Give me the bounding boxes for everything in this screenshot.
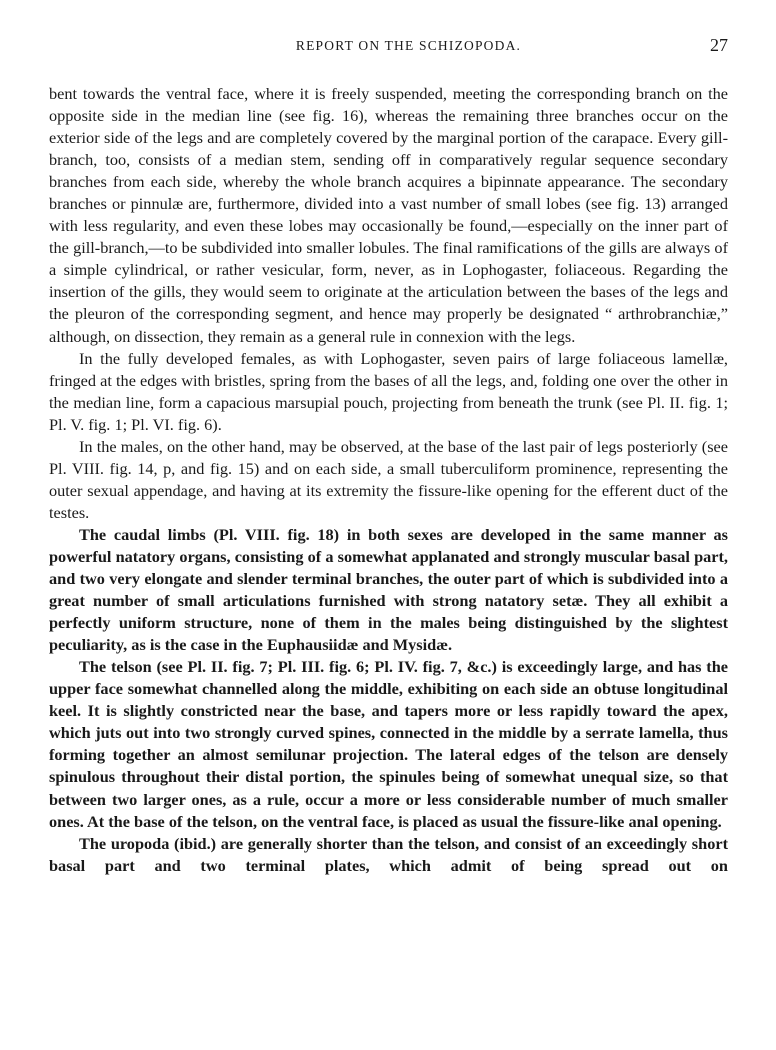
running-header xyxy=(49,35,728,58)
paragraph-gill-structure: bent towards the ventral face, where it is freely suspended, meeting the corresponding branch on the opposite side in the median line (see fig. 16), whereas the remaining three branches occur on the exterior side of the legs and are completely covered by the marginal portion of the carapace. Every gill-branch, too, consists of a median stem, sending off in comparatively regular sequence secondary branches from each side, whereby the whole branch acquires a bipinnate appearance. The secondary branches or pinnulæ are, furthermore, divided into a vast number of small lobes (see fig. 13) arranged with less regularity, and even these lobes may occasionally be found,—especially on the inner part of the gill-branch,—to be subdivided into smaller lobules. The final ramifications of the gills are always of a simple cylindrical, or rather vesicular, form, never, as in Lophogaster, foliaceous. Regarding the insertion of the gills, they would seem to originate at the articulation between the bases of the legs and the pleuron of the corresponding segment, and hence may properly be designated “ arthrobranchiæ,” although, on dissection, they remain as a general rule in connexion with the legs. xyxy=(49,84,728,346)
page-number: 27 xyxy=(710,35,728,55)
paragraph-male-appendage: In the males, on the other hand, may be observed, at the base of the last pair of legs posteriorly (see Pl. VIII. fig. 14, p, and fig. 15) and on each side, a small tuberculiform prominence, representing the outer sexual appendage, and having at its extremity the fissure-like opening for the efferent duct of the testes. xyxy=(49,436,728,522)
paragraph-uropoda: The uropoda (ibid.) are generally shorter than the telson, and consist of an exceedingly short basal part and two terminal plates, which admit of being spread out on xyxy=(49,833,728,875)
paragraph-female-lamellae: In the fully developed females, as with Lophogaster, seven pairs of large foliaceous lamellæ, fringed at the edges with bristles, spring from the bases of all the legs, and, folding one over the other in the median line, form a capacious marsupial pouch, projecting from beneath the trunk (see Pl. II. fig. 1; Pl. V. fig. 1; Pl. VI. fig. 6). xyxy=(49,348,728,434)
running-title: REPORT ON THE SCHIZOPODA. xyxy=(295,38,522,53)
article-body xyxy=(49,83,728,877)
paragraph-telson: The telson (see Pl. II. fig. 7; Pl. III. fig. 6; Pl. IV. fig. 7, &c.) is exceedingly large, and has the upper face somewhat channelled along the middle, exhibiting on each side an obtuse longitudinal keel. It is slightly constricted near the base, and tapers more or less rapidly toward the apex, which juts out into two strongly curved spines, connected in the middle by a serrate lamella, thus forming together an almost semilunar projection. The lateral edges of the telson are densely spinulous throughout their distal portion, the spinules being of somewhat unequal size, so that between two larger ones, as a rule, occur a more or less considerable number of much smaller ones. At the base of the telson, on the ventral face, is placed as usual the fissure-like anal opening. xyxy=(49,657,728,831)
paragraph-caudal-limbs: The caudal limbs (Pl. VIII. fig. 18) in both sexes are developed in the same manner as powerful natatory organs, consisting of a somewhat applanated and strongly muscular basal part, and two very elongate and slender terminal branches, the outer part of which is subdivided into a great number of small articulations furnished with strong natatory setæ. They all exhibit a perfectly uniform structure, none of them in the males being distinguished by the slightest peculiarity, as is the case in the Euphausiidæ and Mysidæ. xyxy=(49,524,728,655)
